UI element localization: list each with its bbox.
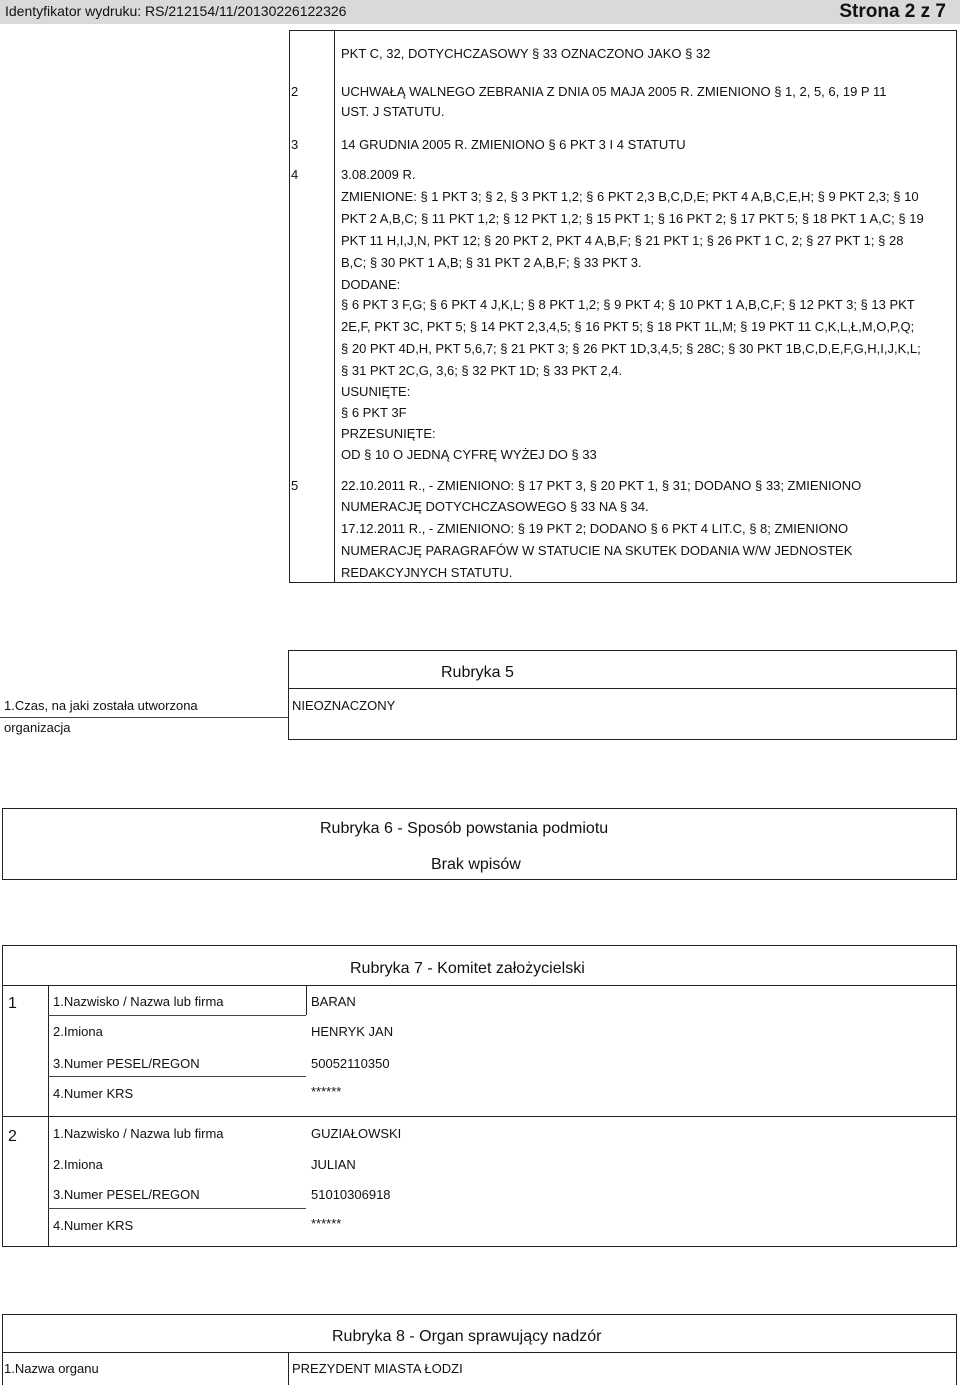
amendment-row-number: 5: [291, 478, 299, 493]
rubryka6-title: Rubryka 6 - Sposób powstania podmiotu: [320, 820, 609, 837]
amendment-row-text: § 20 PKT 4D,H, PKT 5,6,7; § 21 PKT 3; § 26 PKT 1D,3,4,5; § 28C; § 30 PKT 1B,C,D,E,F,G,H,I,J,K,L;: [341, 341, 921, 356]
amendment-row-text: 17.12.2011 R., - ZMIENIONO: § 19 PKT 2; DODANO § 6 PKT 4 LIT.C, § 8; ZMIENIONO: [341, 521, 849, 536]
member-field-value: ******: [311, 1216, 342, 1231]
member-field-underline: [48, 1015, 306, 1016]
rubryka8-label: 1.Nazwa organu: [4, 1361, 99, 1376]
member-field-underline: [48, 1208, 306, 1209]
rubryka7-label-column-divider: [306, 985, 307, 1015]
rubryka5-label: 1.Czas, na jaki została utworzona: [4, 698, 198, 713]
amendment-row-number: 2: [291, 84, 299, 99]
member-field-value: GUZIAŁOWSKI: [311, 1126, 402, 1141]
member-field-label: 1.Nazwisko / Nazwa lub firma: [53, 994, 224, 1009]
member-field-label: 2.Imiona: [53, 1157, 103, 1172]
member-field-label: 3.Numer PESEL/REGON: [53, 1187, 200, 1202]
amendment-row-number: 4: [291, 167, 299, 182]
member-field-value: JULIAN: [311, 1157, 356, 1172]
amendment-row-text: 2E,F, PKT 3C, PKT 5; § 14 PKT 2,3,4,5; § 16 PKT 5; § 18 PKT 1L,M; § 19 PKT 11 C,K,L,Ł,M,O,P,Q;: [341, 319, 915, 334]
amendment-row-text: B,C; § 30 PKT 1 A,B; § 31 PKT 2 A,B,F; § 33 PKT 3.: [341, 255, 642, 270]
amendment-row-number: 3: [291, 137, 299, 152]
member-field-label: 1.Nazwisko / Nazwa lub firma: [53, 1126, 224, 1141]
member-field-value: HENRYK JAN: [311, 1024, 394, 1039]
member-field-label: 4.Numer KRS: [53, 1218, 134, 1233]
amendment-row-text: 22.10.2011 R., - ZMIENIONO: § 17 PKT 3, § 20 PKT 1, § 31; DODANO § 33; ZMIENIONO: [341, 478, 862, 493]
amendment-row-text: UST. J STATUTU.: [341, 104, 445, 119]
member-field-value: BARAN: [311, 994, 356, 1009]
amendment-row-text: PKT 2 A,B,C; § 11 PKT 1,2; § 12 PKT 1,2; § 15 PKT 1; § 16 PKT 2; § 17 PKT 5; § 18 PKT 1 A,C; § 19: [341, 211, 924, 226]
amendments-intro-line: PKT C, 32, DOTYCHCZASOWY § 33 OZNACZONO JAKO § 32: [341, 46, 711, 61]
amendment-row-text: 3.08.2009 R.: [341, 167, 416, 182]
rubryka7-member-divider: [2, 1116, 957, 1117]
amendment-row-text: PRZESUNIĘTE:: [341, 426, 436, 441]
amendment-row-text: USUNIĘTE:: [341, 384, 411, 399]
rubryka5-section: [288, 650, 957, 740]
amendment-row-text: UCHWAŁĄ WALNEGO ZEBRANIA Z DNIA 05 MAJA 2005 R. ZMIENIONO § 1, 2, 5, 6, 19 P 11: [341, 84, 887, 99]
rubryka5-label-underline: [0, 717, 288, 718]
amendment-row-text: REDAKCYJNYCH STATUTU.: [341, 565, 513, 580]
amendment-row-text: NUMERACJĘ PARAGRAFÓW W STATUCIE NA SKUTEK DODANIA W/W JEDNOSTEK: [341, 543, 853, 558]
member-field-underline: [48, 1076, 306, 1077]
rubryka8-section: [2, 1314, 957, 1385]
rubryka8-divider: [2, 1352, 957, 1353]
member-field-value: 51010306918: [311, 1187, 391, 1202]
rubryka5-label-cont: organizacja: [4, 720, 71, 735]
rubryka6-empty-notice: Brak wpisów: [431, 856, 521, 873]
print-identifier: Identyfikator wydruku: RS/212154/11/20130226122326: [5, 3, 347, 19]
member-field-label: 2.Imiona: [53, 1024, 103, 1039]
rubryka8-title: Rubryka 8 - Organ sprawujący nadzór: [332, 1328, 602, 1345]
page-indicator: Strona 2 z 7: [839, 1, 946, 22]
member-field-value: ******: [311, 1084, 342, 1099]
amendment-row-text: ZMIENIONE: § 1 PKT 3; § 2, § 3 PKT 1,2; § 6 PKT 2,3 B,C,D,E; PKT 4 A,B,C,E,H; § 9 PKT 2,3; § 10: [341, 189, 919, 204]
member-number: 2: [8, 1128, 17, 1145]
member-number: 1: [8, 995, 17, 1012]
rubryka7-title: Rubryka 7 - Komitet założycielski: [350, 960, 585, 977]
amendment-row-text: § 6 PKT 3F: [341, 405, 407, 420]
rubryka5-value: NIEOZNACZONY: [292, 698, 396, 713]
amendment-row-text: PKT 11 H,I,J,N, PKT 12; § 20 PKT 2, PKT 4 A,B,F; § 21 PKT 1; § 26 PKT 1 C, 2; § 27 PKT 1; § 28: [341, 233, 904, 248]
print-header: [0, 0, 960, 24]
rubryka5-title: Rubryka 5: [441, 664, 514, 681]
amendment-row-text: OD § 10 O JEDNĄ CYFRĘ WYŻEJ DO § 33: [341, 447, 597, 462]
amendment-row-text: NUMERACJĘ DOTYCHCZASOWEGO § 33 NA § 34.: [341, 499, 649, 514]
amendment-row-text: DODANE:: [341, 277, 401, 292]
amendment-row-text: § 6 PKT 3 F,G; § 6 PKT 4 J,K,L; § 8 PKT 1,2; § 9 PKT 4; § 10 PKT 1 A,B,C,F; § 12 PKT 3; § 13 PKT: [341, 297, 915, 312]
member-field-label: 4.Numer KRS: [53, 1086, 134, 1101]
amendments-column-divider: [334, 30, 335, 583]
rubryka8-value: PREZYDENT MIASTA ŁODZI: [292, 1361, 463, 1376]
rubryka7-header-divider: [2, 985, 957, 986]
member-field-value: 50052110350: [311, 1056, 390, 1071]
amendment-row-text: § 31 PKT 2C,G, 3,6; § 32 PKT 1D; § 33 PKT 2,4.: [341, 363, 623, 378]
rubryka5-divider: [288, 688, 957, 689]
member-field-label: 3.Numer PESEL/REGON: [53, 1056, 200, 1071]
rubryka8-column-divider: [288, 1352, 289, 1385]
amendment-row-text: 14 GRUDNIA 2005 R. ZMIENIONO § 6 PKT 3 I 4 STATUTU: [341, 137, 686, 152]
